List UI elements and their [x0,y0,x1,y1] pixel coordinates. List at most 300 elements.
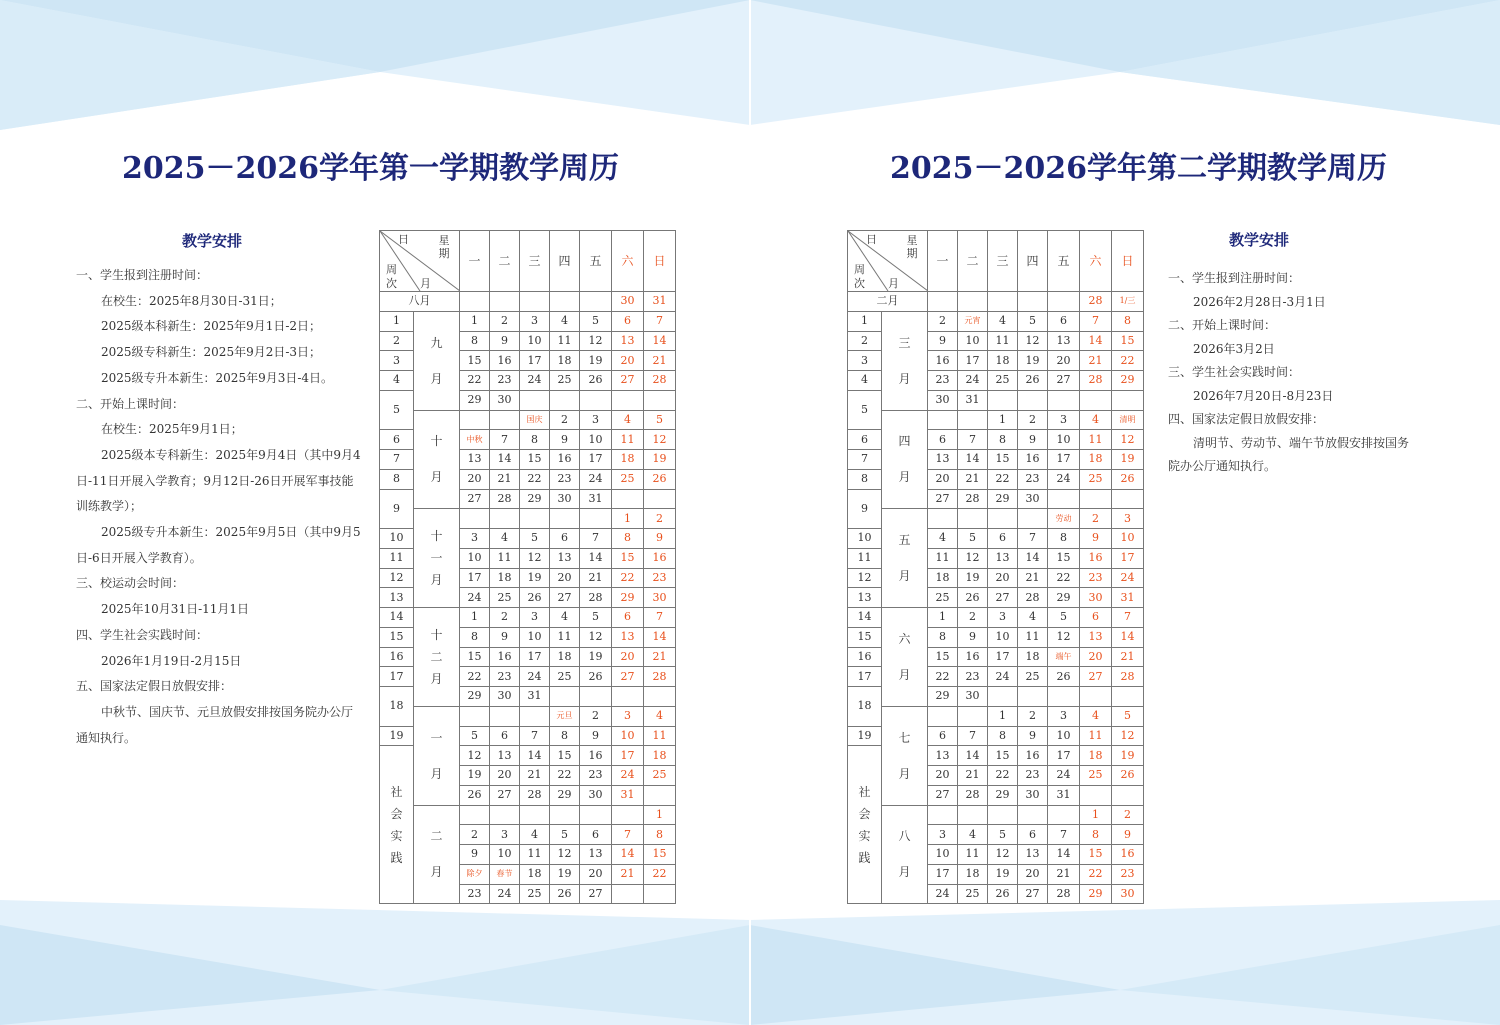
day-cell: 1 [460,608,490,628]
day-cell: 30 [1018,785,1048,805]
day-cell [1112,687,1144,707]
day-cell: 20 [928,766,958,786]
day-cell: 13 [1018,845,1048,865]
month-label [414,805,460,904]
day-cell [520,805,550,825]
day-cell: 24 [1048,469,1080,489]
day-cell: 26 [520,588,550,608]
day-cell [550,687,580,707]
day-cell: 28 [1080,292,1112,312]
day-cell: 12 [520,548,550,568]
weekday-header: 四 [1018,231,1048,292]
day-cell [490,509,520,529]
day-cell: 13 [460,450,490,470]
day-cell: 15 [460,351,490,371]
day-cell: 29 [988,785,1018,805]
day-cell: 29 [988,489,1018,509]
header-label: 星期 [906,234,918,260]
day-cell: 24 [490,884,520,904]
day-cell [644,687,676,707]
day-cell: 28 [644,371,676,391]
day-cell: 10 [580,430,612,450]
day-cell: 11 [612,430,644,450]
semester1-week-calendar [379,230,676,904]
social-practice-text: 社会实践 [390,784,403,865]
day-cell: 5 [520,529,550,549]
day-cell: 10 [1048,726,1080,746]
day-cell: 27 [612,371,644,391]
day-cell: 12 [644,430,676,450]
day-cell [580,805,612,825]
day-cell: 1 [928,608,958,628]
day-cell: 7 [612,825,644,845]
day-cell: 23 [580,766,612,786]
day-cell: 9 [928,331,958,351]
day-cell: 4 [1080,706,1112,726]
day-cell: 2 [928,311,958,331]
week-number: 3 [380,351,414,371]
day-cell: 8 [1048,529,1080,549]
week-number: 1 [380,311,414,331]
week-number: 5 [848,390,882,430]
info-line: 2026年7月20日-8月23日 [1193,388,1334,403]
day-cell: 3 [928,825,958,845]
week-number: 18 [848,687,882,727]
day-cell: 4 [988,311,1018,331]
day-cell: 25 [520,884,550,904]
day-cell [1048,489,1080,509]
month-label [414,410,460,509]
day-cell: 23 [550,469,580,489]
day-cell: 16 [1080,548,1112,568]
day-cell [988,292,1018,312]
day-cell [1112,390,1144,410]
day-cell: 16 [550,450,580,470]
month-text: 六月 [898,631,911,682]
week-number: 18 [380,687,414,727]
week-number: 2 [848,331,882,351]
day-cell [988,509,1018,529]
day-cell: 18 [520,864,550,884]
day-cell: 3 [460,529,490,549]
day-cell: 6 [1080,608,1112,628]
week-number: 17 [380,667,414,687]
day-cell: 5 [958,529,988,549]
day-cell: 17 [1048,450,1080,470]
day-cell: 30 [1018,489,1048,509]
day-cell: 10 [1112,529,1144,549]
day-cell: 13 [928,450,958,470]
day-cell: 28 [580,588,612,608]
day-cell: 8 [988,430,1018,450]
day-cell: 8 [988,726,1018,746]
day-cell: 22 [928,667,958,687]
weekday-header: 三 [988,231,1018,292]
month-label [414,311,460,410]
day-cell: 16 [644,548,676,568]
day-cell: 1 [460,311,490,331]
day-cell [612,884,644,904]
week-number: 4 [848,371,882,391]
week-number: 10 [380,529,414,549]
day-cell: 1/三 [1112,292,1144,312]
pre-month-label: 二月 [848,292,928,312]
day-cell: 8 [460,331,490,351]
day-cell: 19 [580,351,612,371]
day-cell: 10 [958,331,988,351]
day-cell: 7 [1080,311,1112,331]
day-cell: 23 [928,371,958,391]
day-cell: 6 [612,311,644,331]
day-cell: 中秋 [460,430,490,450]
day-cell: 9 [580,726,612,746]
pre-month-label: 八月 [380,292,460,312]
day-cell: 2 [1018,706,1048,726]
day-cell: 10 [988,627,1018,647]
day-cell [928,292,958,312]
day-cell [490,292,520,312]
day-cell: 26 [580,371,612,391]
semester1-arrangement-text [76,263,361,751]
day-cell [928,509,958,529]
day-cell: 5 [988,825,1018,845]
day-cell: 20 [988,568,1018,588]
day-cell [1112,785,1144,805]
weekday-header: 一 [460,231,490,292]
day-cell: 25 [988,371,1018,391]
day-cell: 22 [988,766,1018,786]
day-cell: 29 [1048,588,1080,608]
day-cell: 4 [958,825,988,845]
day-cell: 17 [988,647,1018,667]
day-cell: 3 [520,311,550,331]
day-cell: 8 [550,726,580,746]
day-cell: 13 [580,845,612,865]
day-cell: 11 [1080,430,1112,450]
day-cell [958,410,988,430]
day-cell: 4 [1080,410,1112,430]
day-cell: 29 [1080,884,1112,904]
month-label [882,509,928,608]
day-cell: 14 [580,548,612,568]
week-number: 6 [848,430,882,450]
day-cell: 15 [1112,331,1144,351]
month-text: 八月 [898,829,911,880]
week-number: 14 [848,608,882,628]
month-text: 十二月 [430,627,443,686]
day-cell: 23 [1080,568,1112,588]
day-cell: 21 [1048,864,1080,884]
day-cell [988,805,1018,825]
day-cell [550,509,580,529]
week-number: 2 [380,331,414,351]
info-line: 四、国家法定假日放假安排： [1168,412,1325,426]
day-cell: 23 [490,371,520,391]
semester2-arrangement-heading: 教学安排 [1229,231,1290,249]
week-number: 16 [848,647,882,667]
month-text: 十月 [430,434,443,485]
day-cell: 2 [490,311,520,331]
day-cell [550,805,580,825]
day-cell: 12 [580,331,612,351]
day-cell: 31 [1112,588,1144,608]
day-cell: 18 [988,351,1018,371]
info-line: 2025级专升本新生：2025年9月5日（其中9月5日-6日开展入学教育）。 [76,525,361,565]
day-cell [1048,292,1080,312]
day-cell: 4 [612,410,644,430]
day-cell: 劳动 [1048,509,1080,529]
day-cell: 12 [988,845,1018,865]
info-line: 一、学生报到注册时间： [1168,271,1301,285]
day-cell: 27 [460,489,490,509]
day-cell: 清明 [1112,410,1144,430]
day-cell: 11 [1080,726,1112,746]
day-cell: 7 [1048,825,1080,845]
month-text: 九月 [430,335,443,386]
day-cell: 22 [988,469,1018,489]
day-cell: 22 [550,766,580,786]
day-cell: 5 [644,410,676,430]
weekday-header: 二 [958,231,988,292]
day-cell: 5 [1112,706,1144,726]
day-cell: 19 [958,568,988,588]
day-cell: 14 [1112,627,1144,647]
week-number: 6 [380,430,414,450]
day-cell [988,687,1018,707]
day-cell: 1 [612,509,644,529]
header-label: 周 [386,263,397,276]
day-cell: 10 [928,845,958,865]
day-cell: 18 [928,568,958,588]
day-cell: 9 [490,331,520,351]
day-cell: 29 [550,785,580,805]
day-cell: 21 [1018,568,1048,588]
day-cell: 31 [580,489,612,509]
info-line: 2026年2月28日-3月1日 [1193,294,1326,309]
day-cell: 8 [612,529,644,549]
day-cell: 16 [490,647,520,667]
day-cell: 17 [928,864,958,884]
day-cell: 3 [1048,410,1080,430]
day-cell: 29 [460,390,490,410]
day-cell: 28 [490,489,520,509]
day-cell: 7 [1112,608,1144,628]
weekday-header: 五 [1048,231,1080,292]
day-cell: 19 [550,864,580,884]
day-cell: 19 [1018,351,1048,371]
day-cell [550,390,580,410]
week-number: 5 [380,390,414,430]
day-cell: 9 [1018,726,1048,746]
day-cell [612,390,644,410]
day-cell [580,509,612,529]
day-cell: 11 [550,331,580,351]
info-line: 三、校运动会时间： [76,576,185,591]
day-cell: 15 [644,845,676,865]
day-cell: 21 [958,766,988,786]
day-cell: 10 [520,331,550,351]
info-line: 二、开始上课时间： [76,396,185,411]
semester2-arrangement-text [1168,267,1413,479]
header-label: 星期 [438,234,450,260]
day-cell: 21 [520,766,550,786]
day-cell: 15 [550,746,580,766]
day-cell: 2 [490,608,520,628]
week-number: 9 [848,489,882,529]
day-cell: 12 [1018,331,1048,351]
header-label: 月 [888,277,899,290]
day-cell: 6 [550,529,580,549]
day-cell [1018,509,1048,529]
day-cell: 2 [644,509,676,529]
day-cell: 8 [460,627,490,647]
info-line: 中秋节、国庆节、元旦放假安排按国务院办公厅通知执行。 [76,704,354,745]
day-cell: 5 [580,608,612,628]
day-cell: 27 [612,667,644,687]
day-cell [958,509,988,529]
day-cell: 17 [520,351,550,371]
day-cell: 14 [644,627,676,647]
info-line: 五、国家法定假日放假安排： [76,679,233,694]
semester2-week-calendar [847,230,1144,904]
month-text: 一月 [430,730,443,781]
day-cell: 24 [928,884,958,904]
day-cell: 4 [550,311,580,331]
semester2-title: 2025－2026学年第二学期教学周历 [890,151,1387,186]
info-line: 2025年10月31日-11月1日 [101,602,250,617]
day-cell: 22 [460,371,490,391]
day-cell: 24 [460,588,490,608]
day-cell [580,687,612,707]
day-cell: 4 [928,529,958,549]
day-cell [460,292,490,312]
day-cell: 21 [1080,351,1112,371]
day-cell [958,805,988,825]
day-cell: 4 [520,825,550,845]
info-line: 一、学生报到注册时间： [76,268,209,282]
day-cell: 23 [644,568,676,588]
day-cell [1080,785,1112,805]
day-cell: 14 [644,331,676,351]
day-cell [1018,390,1048,410]
day-cell: 26 [1048,667,1080,687]
info-line: 2025级专升本新生：2025年9月3日-4日。 [101,370,334,385]
day-cell [1080,489,1112,509]
day-cell: 18 [1080,450,1112,470]
day-cell: 13 [612,331,644,351]
day-cell [490,805,520,825]
day-cell [612,687,644,707]
week-number: 10 [848,529,882,549]
day-cell: 5 [460,726,490,746]
day-cell: 14 [1018,548,1048,568]
day-cell [1048,687,1080,707]
day-cell: 19 [460,766,490,786]
day-cell [490,410,520,430]
day-cell: 30 [490,390,520,410]
day-cell: 27 [490,785,520,805]
day-cell: 11 [520,845,550,865]
weekday-header: 一 [928,231,958,292]
day-cell: 11 [550,627,580,647]
info-line: 2025级本专科新生：2025年9月4日（其中9月4日-11日开展入学教育；9月12日-26日开展军事技能训练教学）； [76,447,361,514]
day-cell: 27 [928,489,958,509]
day-cell: 23 [1112,864,1144,884]
day-cell: 19 [644,450,676,470]
day-cell: 27 [1048,371,1080,391]
day-cell: 17 [460,568,490,588]
day-cell: 21 [644,647,676,667]
day-cell: 24 [520,667,550,687]
day-cell: 17 [520,647,550,667]
day-cell: 9 [1112,825,1144,845]
day-cell: 18 [958,864,988,884]
day-cell: 15 [1080,845,1112,865]
weekday-header: 五 [580,231,612,292]
day-cell: 5 [580,311,612,331]
day-cell: 13 [928,746,958,766]
day-cell: 28 [1112,667,1144,687]
day-cell: 2 [460,825,490,845]
day-cell: 18 [550,351,580,371]
week-number: 19 [848,726,882,746]
month-text: 四月 [898,434,911,485]
day-cell: 2 [1112,805,1144,825]
month-text: 五月 [898,533,911,584]
day-cell: 20 [1048,351,1080,371]
day-cell: 17 [1112,548,1144,568]
day-cell [580,292,612,312]
day-cell: 21 [1112,647,1144,667]
day-cell [460,706,490,726]
header-label: 日 [866,233,877,246]
day-cell: 27 [1080,667,1112,687]
day-cell: 11 [988,331,1018,351]
day-cell: 18 [550,647,580,667]
day-cell: 27 [580,884,612,904]
day-cell: 8 [520,430,550,450]
weekday-header: 四 [550,231,580,292]
day-cell: 9 [1018,430,1048,450]
social-practice-label [380,746,414,904]
day-cell: 7 [490,430,520,450]
header-label: 日 [398,233,409,246]
day-cell [1018,292,1048,312]
day-cell: 14 [958,450,988,470]
day-cell: 21 [644,351,676,371]
day-cell: 26 [1018,371,1048,391]
day-cell: 13 [988,548,1018,568]
day-cell [958,292,988,312]
header-label: 周 [854,263,865,276]
month-label [882,410,928,509]
day-cell: 23 [1018,766,1048,786]
weekday-header: 日 [644,231,676,292]
day-cell: 25 [644,766,676,786]
week-number: 8 [380,469,414,489]
day-cell: 6 [612,608,644,628]
month-label [882,311,928,410]
day-cell: 19 [580,647,612,667]
day-cell: 21 [958,469,988,489]
day-cell [550,292,580,312]
day-cell: 29 [928,687,958,707]
semester1-title: 2025－2026学年第一学期教学周历 [122,151,619,186]
day-cell: 8 [644,825,676,845]
day-cell: 31 [520,687,550,707]
day-cell: 21 [490,469,520,489]
day-cell: 25 [1080,766,1112,786]
